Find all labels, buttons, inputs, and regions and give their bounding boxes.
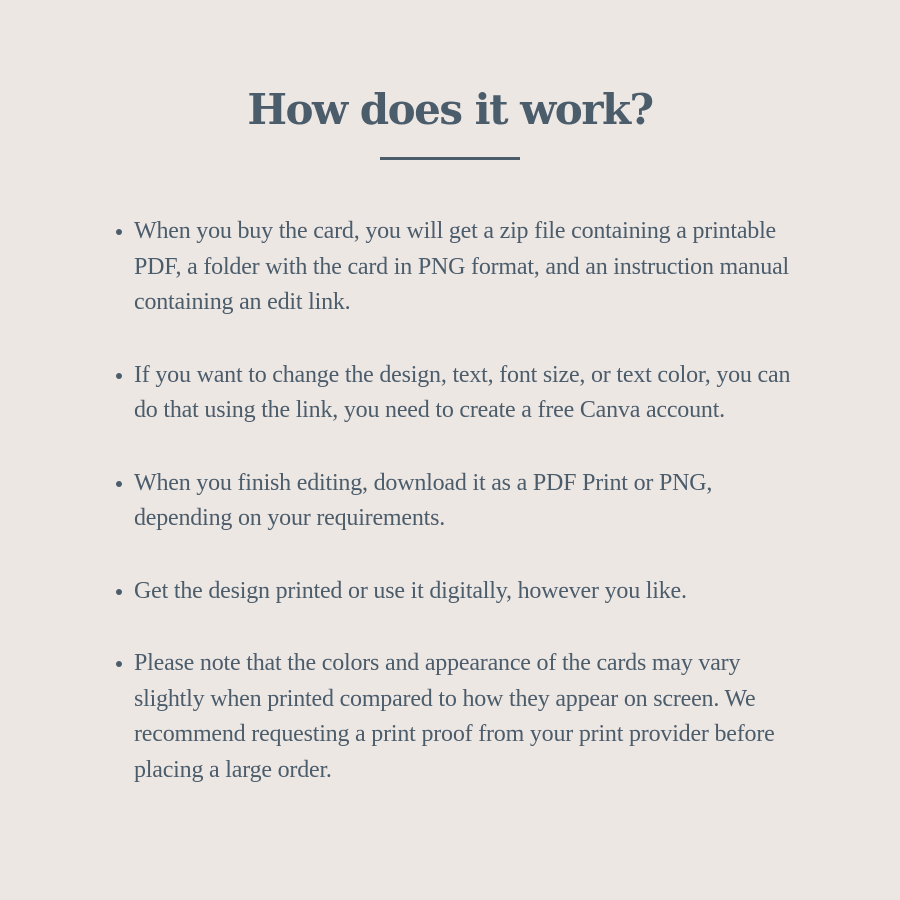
bullet-icon	[116, 373, 122, 379]
list-item	[112, 358, 812, 429]
list-item	[112, 466, 812, 537]
list-item-text: If you want to change the design, text, font size, or text color, you can do that using the link, you need to create a free Canva account.	[134, 361, 791, 423]
list-item-text: When you finish editing, download it as a PDF Print or PNG, depending on your requirements.	[134, 469, 713, 531]
page-title: How does it work?	[247, 85, 653, 134]
list-item	[112, 646, 812, 788]
instruction-list	[112, 214, 812, 788]
bullet-icon	[116, 481, 122, 487]
list-item-text: Please note that the colors and appearance of the cards may vary slightly when printed compared to how they appear on screen. We recommend requesting a print proof from your print provider before placing a large order.	[134, 650, 775, 783]
list-item-text: Get the design printed or use it digitally, however you like.	[134, 577, 687, 604]
title-divider	[380, 157, 520, 160]
list-item	[112, 574, 812, 610]
list-item	[112, 214, 812, 321]
bullet-icon	[116, 229, 122, 235]
bullet-icon	[116, 589, 122, 595]
bullet-icon	[116, 661, 122, 667]
list-item-text: When you buy the card, you will get a zip file containing a printable PDF, a folder with the card in PNG format, and an instruction manual containing an edit link.	[134, 218, 790, 315]
